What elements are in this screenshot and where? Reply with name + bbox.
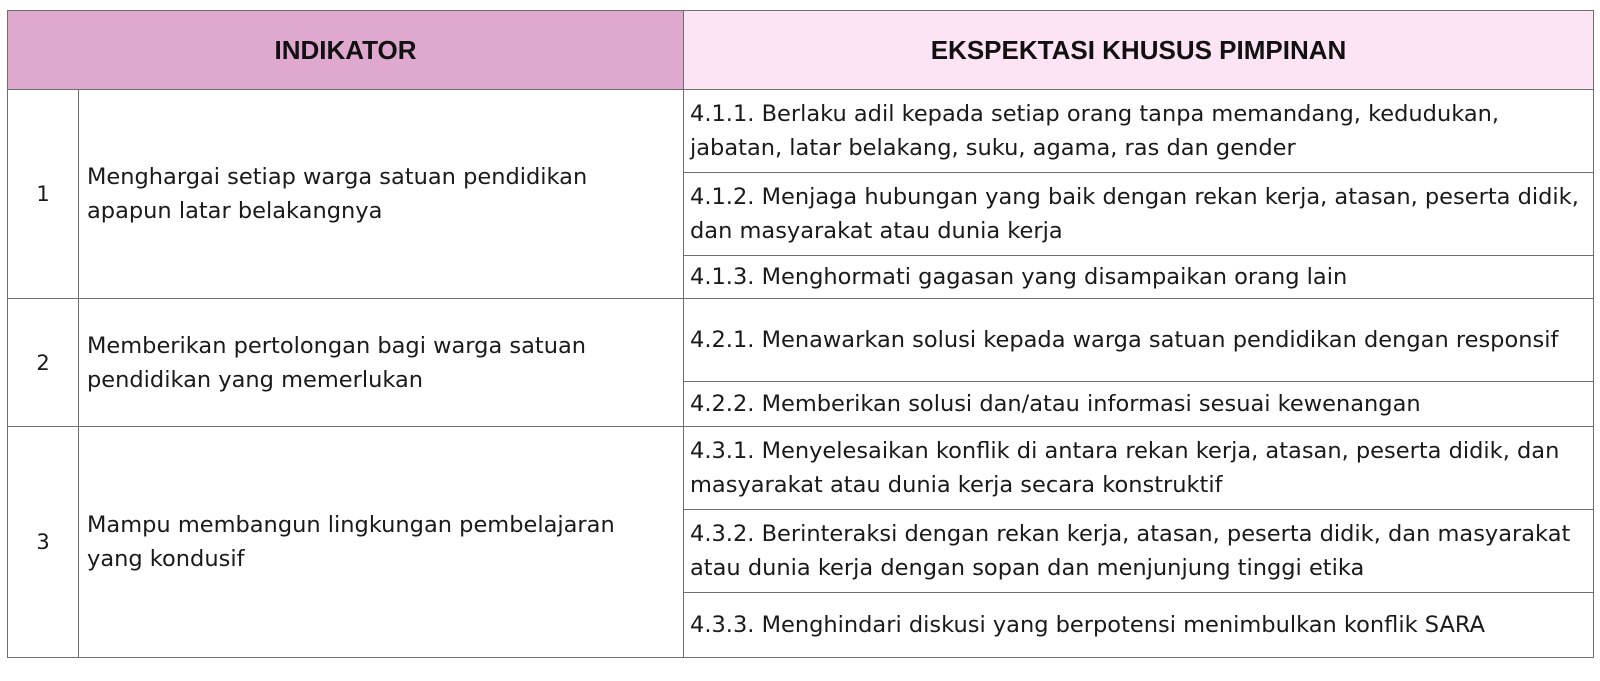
header-indikator: INDIKATOR <box>8 11 684 90</box>
row-number: 3 <box>8 427 79 658</box>
indicator-cell: Menghargai setiap warga satuan pendidikan apapun latar belakangnya <box>79 90 684 299</box>
row-number: 1 <box>8 90 79 299</box>
indicator-cell: Mampu membangun lingkungan pembelajaran yang kondusif <box>79 427 684 658</box>
table-row <box>8 427 1594 510</box>
expectation-cell: 4.3.1. Menyelesaikan konflik di antara rekan kerja, atasan, peserta didik, dan masyarakat atau dunia kerja secara konstruktif <box>684 427 1594 510</box>
expectation-cell: 4.1.1. Berlaku adil kepada setiap orang tanpa memandang, kedudukan, jabatan, latar belakang, suku, agama, ras dan gender <box>684 90 1594 173</box>
expectation-cell: 4.3.3. Menghindari diskusi yang berpotensi menimbulkan konflik SARA <box>684 593 1594 658</box>
table-row <box>8 299 1594 382</box>
expectation-cell: 4.1.3. Menghormati gagasan yang disampaikan orang lain <box>684 256 1594 299</box>
indicator-table <box>7 10 1594 658</box>
expectation-cell: 4.2.1. Menawarkan solusi kepada warga satuan pendidikan dengan responsif <box>684 299 1594 382</box>
table-row <box>8 90 1594 173</box>
expectation-cell: 4.2.2. Memberikan solusi dan/atau informasi sesuai kewenangan <box>684 382 1594 427</box>
row-number: 2 <box>8 299 79 427</box>
header-ekspektasi: EKSPEKTASI KHUSUS PIMPINAN <box>684 11 1594 90</box>
expectation-cell: 4.1.2. Menjaga hubungan yang baik dengan rekan kerja, atasan, peserta didik, dan masyarakat atau dunia kerja <box>684 173 1594 256</box>
table-header-row <box>8 11 1594 90</box>
indicator-cell: Memberikan pertolongan bagi warga satuan pendidikan yang memerlukan <box>79 299 684 427</box>
expectation-cell: 4.3.2. Berinteraksi dengan rekan kerja, atasan, peserta didik, dan masyarakat atau dunia kerja dengan sopan dan menjunjung tinggi etika <box>684 510 1594 593</box>
